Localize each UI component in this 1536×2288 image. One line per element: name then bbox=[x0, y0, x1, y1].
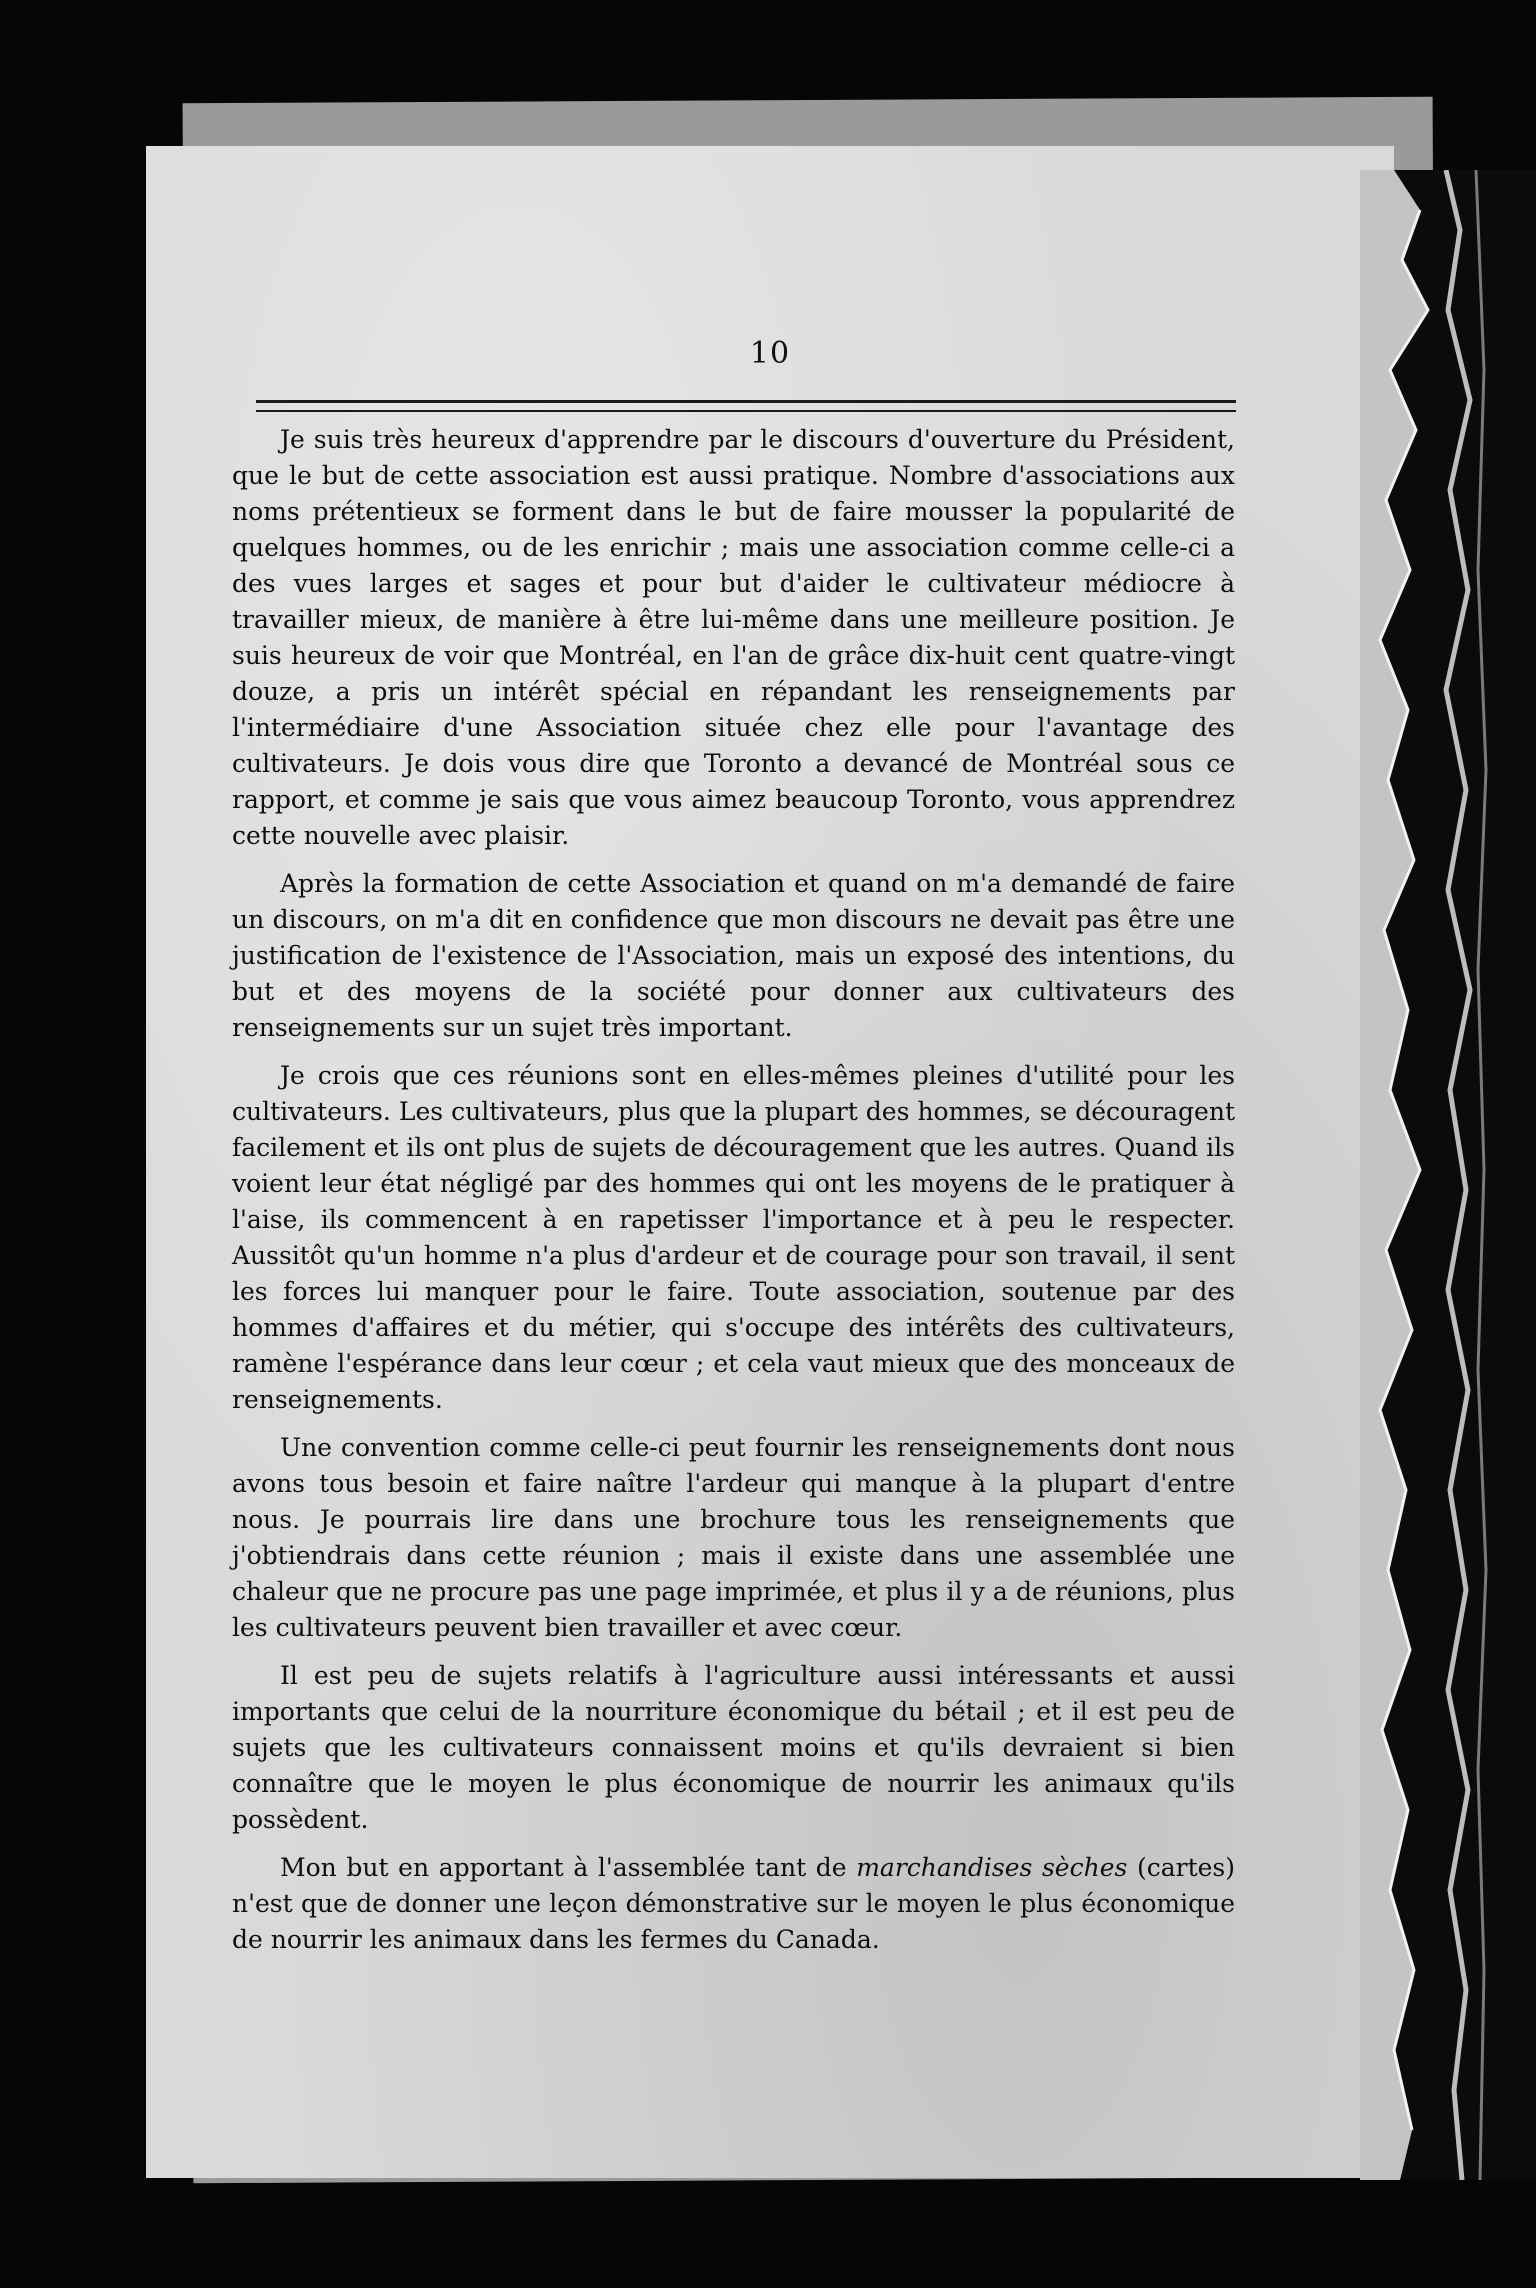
paragraph: Il est peu de sujets relatifs à l'agriculture aussi intéressants et aussi importants que celui de la nourriture économique du bétail ; et il est peu de sujets que les cultivateurs connaissent moins et qu'ils devraient si bien connaître que le moyen le plus économique de nourrir les animaux qu'ils possèdent. bbox=[232, 1661, 1235, 1834]
torn-page-edge bbox=[1350, 170, 1536, 2180]
paragraph-text: (cartes) n'est que de donner une leçon démonstrative sur le moyen le plus économique de nourrir les animaux dans les fermes du Canada. bbox=[232, 1853, 1235, 1954]
paragraph: Après la formation de cette Association et quand on m'a demandé de faire un discours, on m'a dit en confidence que mon discours ne devait pas être une justification de l'existence de l'Association, mais un exposé des intentions, du but et des moyens de la société pour donner aux cultivateurs des renseignements sur un sujet très important. bbox=[232, 869, 1235, 1042]
page-number: 10 bbox=[749, 336, 791, 371]
body-text bbox=[232, 422, 1235, 1970]
paragraph-text: Mon but en apportant à l'assemblée tant de bbox=[280, 1853, 857, 1882]
header-rule bbox=[256, 400, 1236, 412]
italic-phrase: marchandises sèches bbox=[856, 1853, 1128, 1882]
paragraph: Je crois que ces réunions sont en elles-mêmes pleines d'utilité pour les cultivateurs. Les cultivateurs, plus que la plupart des hommes, se découragent facilement et ils ont plus de sujets de découragement que les autres. Quand ils voient leur état négligé par des hommes qui ont les moyens de le pratiquer à l'aise, ils commencent à en rapetisser l'importance et à peu le respecter. Aussitôt qu'un homme n'a plus d'ardeur et de courage pour son travail, il sent les forces lui manquer pour le faire. Toute association, soutenue par des hommes d'affaires et du métier, qui s'occupe des intérêts des cultivateurs, ramène l'espérance dans leur cœur ; et cela vaut mieux que des monceaux de renseignements. bbox=[232, 1061, 1235, 1414]
paragraph-last bbox=[232, 1850, 1235, 1958]
document-page bbox=[146, 146, 1394, 2178]
paragraph: Je suis très heureux d'apprendre par le discours d'ouverture du Président, que le but de cette association est aussi pratique. Nombre d'associations aux noms prétentieux se forment dans le but de faire mousser la popularité de quelques hommes, ou de les enrichir ; mais une association comme celle-ci a des vues larges et sages et pour but d'aider le cultivateur médiocre à travailler mieux, de manière à être lui-même dans une meilleure position. Je suis heureux de voir que Montréal, en l'an de grâce dix-huit cent quatre-vingt douze, a pris un intérêt spécial en répandant les renseignements par l'intermédiaire d'une Association située chez elle pour l'avantage des cultivateurs. Je dois vous dire que Toronto a devancé de Montréal sous ce rapport, et comme je sais que vous aimez beaucoup Toronto, vous apprendrez cette nouvelle avec plaisir. bbox=[232, 425, 1235, 850]
paragraph: Une convention comme celle-ci peut fournir les renseignements dont nous avons tous besoin et faire naître l'ardeur qui manque à la plupart d'entre nous. Je pourrais lire dans une brochure tous les renseignements que j'obtiendrais dans cette réunion ; mais il existe dans une assemblée une chaleur que ne procure pas une page imprimée, et plus il y a de réunions, plus les cultivateurs peuvent bien travailler et avec cœur. bbox=[232, 1433, 1235, 1642]
